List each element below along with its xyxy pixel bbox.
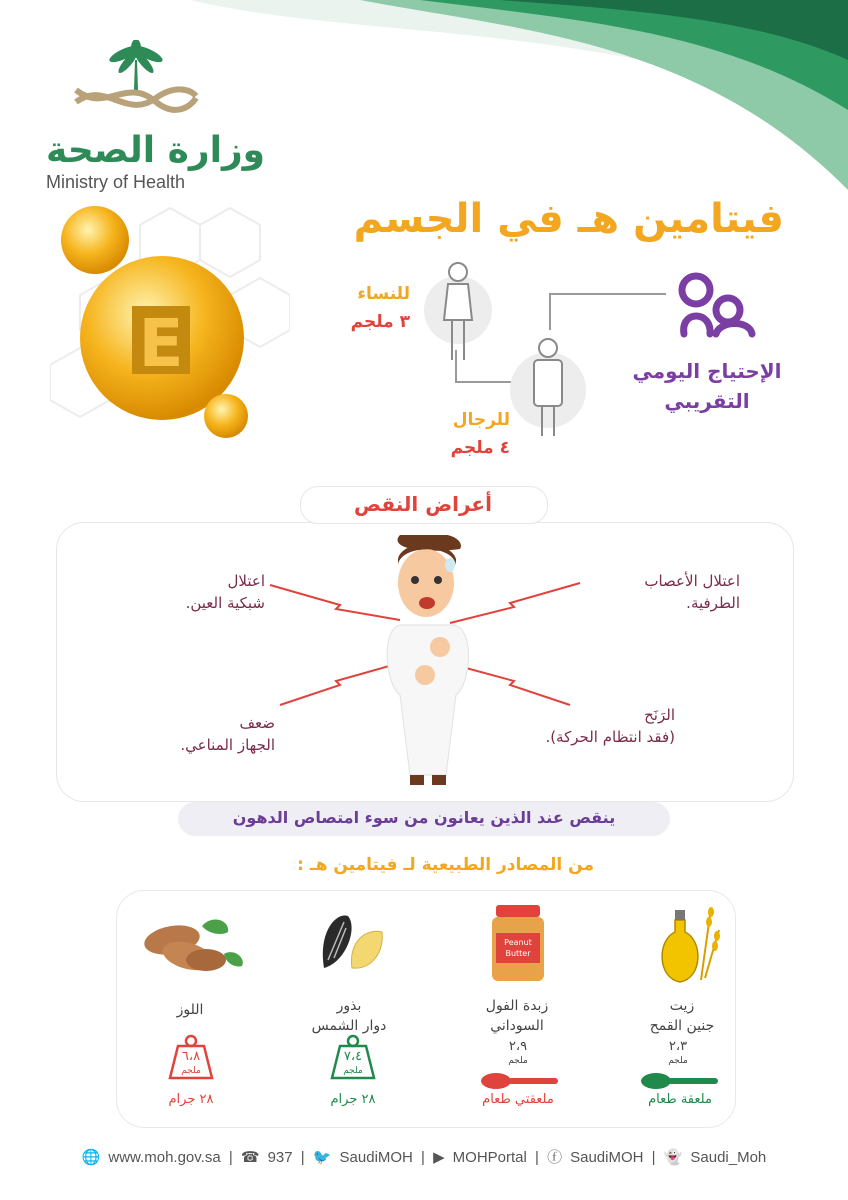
footer-twitter[interactable]: SaudiMOH [339,1149,413,1166]
sources-title: من المصادر الطبيعية لـ فيتامين هـ : [297,855,594,875]
people-icon [682,276,752,334]
food-name-wheat-germ-oil: زيت جنين القمح [649,998,715,1034]
logo-arabic: وزارة الصحة [46,130,266,171]
vitamin-letter: E [138,305,184,382]
women-label: للنساء [357,284,410,304]
wheat-germ-oil-icon [645,900,725,990]
sick-man-illustration [260,535,590,795]
twitter-icon: 🐦 [312,1149,332,1166]
footer-phone[interactable]: 937 [267,1149,293,1166]
moh-logo-icon [66,40,206,120]
amount-wheat-germ-oil: ٢،٣ ملجم [668,1039,688,1066]
peanut-butter-jar-icon [488,905,548,985]
serving-peanut-butter: ملعقتي طعام [482,1092,554,1107]
logo-english: Ministry of Health [46,172,186,192]
women-value: ٣ ملجم [350,312,410,332]
food-name-sunflower-seeds: بذور دوار الشمس [311,998,387,1034]
facebook-icon: ⓕ [547,1149,563,1166]
almonds-icon [142,914,247,980]
symptoms-title: أعراض النقص [354,492,492,516]
vitamin-e-capsule-icon [50,198,290,443]
men-value: ٤ ملجم [450,438,510,458]
men-label: للرجال [452,410,510,430]
snapchat-icon: 👻 [663,1149,683,1166]
food-name-peanut-butter: زبدة الفول السوداني [485,998,549,1034]
spoon-icon-red [480,1072,560,1090]
footer: 🌐 www.moh.gov.sa | ☎ 937 | 🐦 SaudiMOH | ▶ MOHPortal | ⓕ SaudiMOH | 👻 Saudi_Moh [81,1149,767,1166]
footer-facebook[interactable]: SaudiMOH [570,1149,644,1166]
footer-youtube[interactable]: MOHPortal [452,1149,527,1166]
phone-icon: ☎ [240,1149,260,1166]
svg-text:Peanut: Peanut [504,938,532,947]
svg-text:Butter: Butter [505,949,531,958]
deficiency-note: ينقص عند الذين يعانون من سوء امتصاص الدهون [232,808,616,827]
amount-sunflower-seeds: ٧،٤ ملجم [343,1049,363,1076]
globe-icon: 🌐 [81,1149,101,1166]
symptom-retinopathy: اعتلال شبكية العين. [185,572,265,612]
page-title: فيتامين هـ في الجسم [353,196,784,242]
footer-website[interactable]: www.moh.gov.sa [108,1149,221,1166]
sunflower-seeds-icon [318,912,388,972]
daily-need-label: الإحتياج اليومي التقريبي [632,359,782,413]
symptom-immune-weakness: ضعف الجهاز المناعي. [180,714,275,754]
spoon-icon-green [640,1072,720,1090]
serving-almonds: ٢٨ جرام [168,1092,214,1107]
symptom-neuropathy: اعتلال الأعصاب الطرفية. [644,572,740,612]
amount-almonds: ٦،٨ ملجم [181,1049,201,1076]
food-name-almonds: اللوز [176,1002,204,1018]
amount-peanut-butter: ٢،٩ ملجم [508,1039,528,1066]
serving-wheat-germ-oil: ملعقة طعام [648,1092,712,1107]
serving-sunflower-seeds: ٢٨ جرام [330,1092,376,1107]
footer-snapchat[interactable]: Saudi_Moh [690,1149,767,1166]
symptom-ataxia: الرَنَح (فقد انتظام الحركة). [545,706,675,746]
youtube-icon: ▶ [433,1149,445,1166]
